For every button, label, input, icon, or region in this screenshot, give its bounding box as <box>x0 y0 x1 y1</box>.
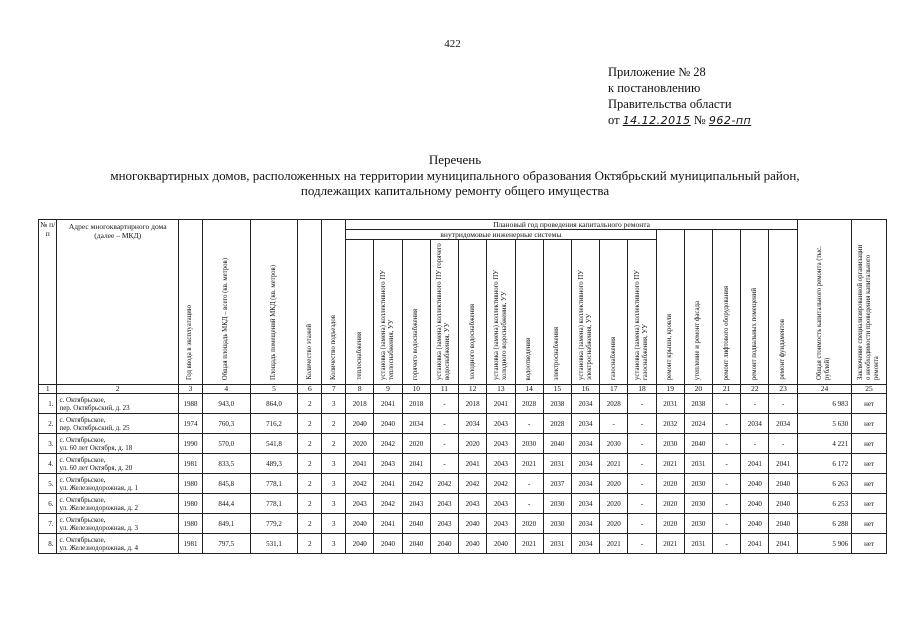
table-cell: 797,5 <box>202 534 250 554</box>
table-cell: 2030 <box>656 434 684 454</box>
column-number: 19 <box>656 385 684 394</box>
table-cell: - <box>713 394 741 414</box>
table-cell: 2018 <box>346 394 374 414</box>
table-cell: 2020 <box>600 494 628 514</box>
header-gas-meter: установка (замена) коллективного ПУ газоснабжения, УУ <box>628 240 656 385</box>
table-cell: 2040 <box>402 534 430 554</box>
table-cell: 570,0 <box>202 434 250 454</box>
table-row <box>39 394 887 414</box>
table-row <box>39 474 887 494</box>
header-hot-water-meter: установка (замена) коллективного ПУ горячего водоснабжения, УУ <box>430 240 458 385</box>
address-street: ул. 60 лет Октября, д. 20 <box>59 463 133 472</box>
table-cell: нет <box>852 434 887 454</box>
table-cell: 2041 <box>374 474 402 494</box>
table-cell: 6 172 <box>797 454 851 474</box>
table-cell: 2042 <box>430 474 458 494</box>
address-locality: с. Октябрьское, <box>59 455 106 464</box>
column-number: 3 <box>179 385 203 394</box>
table-cell: - <box>713 514 741 534</box>
row-address <box>57 454 179 474</box>
table-cell: 2034 <box>571 474 599 494</box>
table-cell: - <box>515 474 543 494</box>
table-cell: нет <box>852 534 887 554</box>
table-cell: 2040 <box>346 534 374 554</box>
table-cell: 2040 <box>769 494 797 514</box>
header-facade: утепление и ремонт фасада <box>684 230 712 385</box>
table-cell: 2 <box>298 514 322 534</box>
table-cell: 779,2 <box>250 514 298 534</box>
header-total-cost: Общая стоимость капитального ремонта (тыс. рублей) <box>797 220 851 385</box>
table-row <box>39 434 887 454</box>
table-cell: - <box>600 414 628 434</box>
table-cell: 2043 <box>430 494 458 514</box>
table-cell: 1980 <box>179 514 203 534</box>
table-cell: 1981 <box>179 454 203 474</box>
address-street: ул. 60 лет Октября, д. 18 <box>59 443 133 452</box>
table-cell: - <box>713 534 741 554</box>
table-cell: - <box>515 494 543 514</box>
table-cell: 2031 <box>656 394 684 414</box>
table-cell: - <box>430 454 458 474</box>
column-number: 13 <box>487 385 515 394</box>
table-cell: 2034 <box>571 454 599 474</box>
column-number: 11 <box>430 385 458 394</box>
row-address <box>57 514 179 534</box>
table-cell: 849,1 <box>202 514 250 534</box>
header-conclusion: Заключение специализированной организации о необходимости проведения капитального ремонта <box>852 220 887 385</box>
table-cell: 2040 <box>346 414 374 434</box>
row-number: 3. <box>39 434 57 454</box>
table-cell: 2043 <box>430 514 458 534</box>
table-cell: 2041 <box>374 394 402 414</box>
table-cell: 1974 <box>179 414 203 434</box>
table-cell: 2018 <box>402 394 430 414</box>
header-basement: ремонт подвальных помещений <box>741 230 769 385</box>
title-line-2: многоквартирных домов, расположенных на территории муниципального образования Октябрьский муниципальный район, <box>110 168 800 183</box>
table-cell: 2043 <box>487 494 515 514</box>
table-cell: 2041 <box>402 454 430 474</box>
table-cell: 2020 <box>459 434 487 454</box>
handwritten-number: 962-пп <box>708 114 752 127</box>
header-gas: газоснабжения <box>600 240 628 385</box>
address-street: ул. Железнодорожная, д. 2 <box>59 503 139 512</box>
table-row <box>39 414 887 434</box>
column-number: 14 <box>515 385 543 394</box>
table-cell: 2041 <box>769 454 797 474</box>
table-cell: 6 983 <box>797 394 851 414</box>
table-cell: 531,1 <box>250 534 298 554</box>
address-locality: с. Октябрьское, <box>59 535 106 544</box>
column-number: 1 <box>39 385 57 394</box>
table-cell: 2041 <box>374 514 402 534</box>
table-cell: 845,8 <box>202 474 250 494</box>
appendix-block <box>608 64 751 129</box>
table-cell: 6 263 <box>797 474 851 494</box>
table-cell: 2028 <box>543 414 571 434</box>
table-cell: 2040 <box>459 514 487 534</box>
table-cell: 2040 <box>346 514 374 534</box>
header-premises-area: Площадь помещений МКД (кв. метров) <box>250 220 298 385</box>
table-cell: - <box>628 454 656 474</box>
table-cell: - <box>628 494 656 514</box>
column-number: 18 <box>628 385 656 394</box>
repair-plan-table <box>38 219 887 554</box>
header-heating-meter: установка (замена) коллективного ПУ теплоснабжения, УУ <box>374 240 402 385</box>
table-cell: 2 <box>298 474 322 494</box>
table-cell: 2021 <box>600 534 628 554</box>
table-cell: 2034 <box>571 434 599 454</box>
table-cell: 2031 <box>684 534 712 554</box>
address-street: ул. Железнодорожная, д. 1 <box>59 483 139 492</box>
table-cell: 2030 <box>543 514 571 534</box>
title-line-3: подлежащих капитальному ремонту общего имущества <box>300 183 610 198</box>
table-cell: 2040 <box>402 514 430 534</box>
table-cell: 2030 <box>684 474 712 494</box>
address-street: пер. Октябрьский, д. 23 <box>59 403 130 412</box>
table-cell: 2020 <box>346 434 374 454</box>
table-cell: 2040 <box>741 514 769 534</box>
table-cell: 2030 <box>515 434 543 454</box>
table-cell: 2041 <box>741 534 769 554</box>
table-cell: - <box>769 434 797 454</box>
table-cell: - <box>741 394 769 414</box>
address-locality: с. Октябрьское, <box>59 435 106 444</box>
table-cell: 2042 <box>487 474 515 494</box>
table-cell: 2042 <box>402 474 430 494</box>
table-cell: - <box>628 534 656 554</box>
header-heating: теплоснабжения <box>346 240 374 385</box>
table-cell: 2 <box>298 534 322 554</box>
table-cell: 2021 <box>515 454 543 474</box>
row-number: 4. <box>39 454 57 474</box>
column-number: 2 <box>57 385 179 394</box>
header-electricity-meter: установка (замена) коллективного ПУ электроснабжения, УУ <box>571 240 599 385</box>
title-heading: Перечень <box>428 152 482 167</box>
table-cell: 2021 <box>600 454 628 474</box>
column-number: 15 <box>543 385 571 394</box>
header-cold-water-meter: установка (замена) коллективного ПУ холодного водоснабжения, УУ <box>487 240 515 385</box>
table-cell: 1988 <box>179 394 203 414</box>
table-cell: 2041 <box>741 454 769 474</box>
header-elevator: ремонт лифтового оборудования <box>713 230 741 385</box>
table-cell: 6 288 <box>797 514 851 534</box>
table-cell: 2034 <box>741 414 769 434</box>
column-number: 21 <box>713 385 741 394</box>
row-address <box>57 494 179 514</box>
header-address: Адрес многоквартирного дома (далее – МКД) <box>57 220 179 385</box>
table-row <box>39 494 887 514</box>
header-hot-water: горячего водоснабжения <box>402 240 430 385</box>
table-cell: - <box>741 434 769 454</box>
table-cell: 2 <box>322 414 346 434</box>
address-street: ул. Железнодорожная, д. 3 <box>59 523 139 532</box>
column-number: 7 <box>322 385 346 394</box>
table-cell: 2020 <box>402 434 430 454</box>
table-cell: нет <box>852 514 887 534</box>
table-cell: 2040 <box>374 534 402 554</box>
table-cell: - <box>769 394 797 414</box>
column-number: 8 <box>346 385 374 394</box>
row-address <box>57 474 179 494</box>
header-floors: Количество этажей <box>298 220 322 385</box>
table-cell: - <box>713 474 741 494</box>
table-cell: 2020 <box>600 514 628 534</box>
table-cell: - <box>628 414 656 434</box>
table-cell: нет <box>852 454 887 474</box>
table-cell: 2043 <box>487 514 515 534</box>
handwritten-date: 14.12.2015 <box>622 114 691 127</box>
document-title <box>40 152 870 198</box>
table-cell: нет <box>852 494 887 514</box>
table-cell: 2043 <box>487 454 515 474</box>
table-cell: 3 <box>322 514 346 534</box>
table-cell: 2042 <box>374 434 402 454</box>
table-cell: - <box>713 454 741 474</box>
table-cell: 2020 <box>656 514 684 534</box>
table-cell: 2021 <box>656 454 684 474</box>
column-number: 6 <box>298 385 322 394</box>
table-cell: 3 <box>322 494 346 514</box>
table-cell: 2030 <box>600 434 628 454</box>
table-cell: - <box>713 434 741 454</box>
column-number-row <box>39 385 887 394</box>
table-cell: 3 <box>322 474 346 494</box>
column-number: 16 <box>571 385 599 394</box>
table-cell: - <box>628 514 656 534</box>
table-cell: 2034 <box>402 414 430 434</box>
table-cell: 2043 <box>487 414 515 434</box>
table-cell: 2042 <box>374 494 402 514</box>
table-cell: нет <box>852 414 887 434</box>
table-cell: 2043 <box>487 434 515 454</box>
table-cell: 2034 <box>571 414 599 434</box>
table-cell: 2040 <box>769 514 797 534</box>
table-cell: 2041 <box>487 394 515 414</box>
address-locality: с. Октябрьское, <box>59 515 106 524</box>
table-cell: - <box>628 434 656 454</box>
table-cell: 5 906 <box>797 534 851 554</box>
address-street: ул. Железнодорожная, д. 4 <box>59 543 139 552</box>
table-cell: 2040 <box>741 494 769 514</box>
table-cell: 760,3 <box>202 414 250 434</box>
table-cell: 2031 <box>543 454 571 474</box>
table-cell: - <box>628 394 656 414</box>
table-cell: - <box>713 494 741 514</box>
header-cold-water: холодного водоснабжения <box>459 240 487 385</box>
table-cell: 2042 <box>459 474 487 494</box>
table-cell: 2030 <box>684 494 712 514</box>
address-locality: с. Октябрьское, <box>59 415 106 424</box>
table-cell: 2021 <box>656 534 684 554</box>
table-cell: 2041 <box>346 454 374 474</box>
table-cell: 2034 <box>571 514 599 534</box>
table-cell: 864,0 <box>250 394 298 414</box>
table-cell: 2038 <box>543 394 571 414</box>
column-number: 25 <box>852 385 887 394</box>
table-cell: 2 <box>298 454 322 474</box>
table-cell: 2020 <box>515 514 543 534</box>
row-address <box>57 394 179 414</box>
table-cell: 2034 <box>571 494 599 514</box>
row-address <box>57 414 179 434</box>
column-number: 22 <box>741 385 769 394</box>
header-num: № п/п <box>39 220 57 385</box>
table-cell: 2 <box>298 434 322 454</box>
table-cell: 4 221 <box>797 434 851 454</box>
table-cell: - <box>430 434 458 454</box>
row-number: 8. <box>39 534 57 554</box>
address-locality: с. Октябрьское, <box>59 495 106 504</box>
header-year-built: Год ввода в эксплуатацию <box>179 220 203 385</box>
table-cell: 2034 <box>459 414 487 434</box>
header-roof: ремонт крыши, кровли <box>656 230 684 385</box>
date-prefix: от <box>608 113 620 127</box>
table-cell: 1990 <box>179 434 203 454</box>
header-engineering-systems: внутридомовые инженерные системы <box>346 230 656 240</box>
table-cell: 2034 <box>571 394 599 414</box>
table-cell: 2021 <box>515 534 543 554</box>
address-street: пер. Октябрьский, д. 25 <box>59 423 130 432</box>
table-cell: 943,0 <box>202 394 250 414</box>
table-cell: 2020 <box>600 474 628 494</box>
appendix-line-resolution: к постановлению <box>608 81 701 95</box>
table-cell: нет <box>852 474 887 494</box>
table-cell: 1980 <box>179 494 203 514</box>
address-locality: с. Октябрьское, <box>59 395 106 404</box>
table-cell: 2041 <box>459 454 487 474</box>
table-cell: 3 <box>322 394 346 414</box>
table-cell: 2020 <box>656 474 684 494</box>
table-cell: 844,4 <box>202 494 250 514</box>
address-locality: с. Октябрьское, <box>59 475 106 484</box>
table-cell: - <box>430 394 458 414</box>
table-cell: 778,1 <box>250 494 298 514</box>
table-cell: 2020 <box>656 494 684 514</box>
table-cell: 2040 <box>459 534 487 554</box>
column-number: 23 <box>769 385 797 394</box>
column-number: 4 <box>202 385 250 394</box>
row-address <box>57 534 179 554</box>
table-cell: 2043 <box>402 494 430 514</box>
table-cell: 716,2 <box>250 414 298 434</box>
table-cell: 2043 <box>346 494 374 514</box>
page-number: 422 <box>444 38 461 50</box>
table-cell: 2031 <box>684 454 712 474</box>
table-cell: 2018 <box>459 394 487 414</box>
column-number: 12 <box>459 385 487 394</box>
row-number: 6. <box>39 494 57 514</box>
table-cell: 2 <box>322 434 346 454</box>
column-number: 5 <box>250 385 298 394</box>
column-number: 10 <box>402 385 430 394</box>
table-cell: 2040 <box>741 474 769 494</box>
table-row <box>39 514 887 534</box>
header-sewerage: водоотведения <box>515 240 543 385</box>
table-cell: 541,8 <box>250 434 298 454</box>
table-cell: 2040 <box>374 414 402 434</box>
table-cell: 2042 <box>346 474 374 494</box>
table-cell: 2034 <box>571 534 599 554</box>
table-cell: 2034 <box>769 414 797 434</box>
appendix-title: Приложение № 28 <box>608 65 706 79</box>
table-cell: 2028 <box>515 394 543 414</box>
table-cell: - <box>628 474 656 494</box>
row-number: 5. <box>39 474 57 494</box>
column-number: 24 <box>797 385 851 394</box>
number-prefix: № <box>693 113 706 127</box>
column-number: 9 <box>374 385 402 394</box>
column-number: 17 <box>600 385 628 394</box>
table-cell: 2 <box>298 414 322 434</box>
table-cell: 2040 <box>543 434 571 454</box>
table-cell: 2031 <box>543 534 571 554</box>
column-number: 20 <box>684 385 712 394</box>
table-cell: 2024 <box>684 414 712 434</box>
table-cell: 2043 <box>374 454 402 474</box>
table-cell: 2037 <box>543 474 571 494</box>
table-cell: 6 253 <box>797 494 851 514</box>
table-cell: 2040 <box>684 434 712 454</box>
table-cell: 833,5 <box>202 454 250 474</box>
row-number: 7. <box>39 514 57 534</box>
table-cell: 2032 <box>656 414 684 434</box>
table-cell: 2 <box>298 394 322 414</box>
row-number: 1. <box>39 394 57 414</box>
table-cell: 1981 <box>179 534 203 554</box>
table-cell: нет <box>852 394 887 414</box>
table-cell: 3 <box>322 534 346 554</box>
table-cell: - <box>713 414 741 434</box>
table-cell: 2030 <box>684 514 712 534</box>
table-cell: 2028 <box>600 394 628 414</box>
table-cell: 1980 <box>179 474 203 494</box>
table-row <box>39 454 887 474</box>
table-row <box>39 534 887 554</box>
table-cell: 2 <box>298 494 322 514</box>
table-cell: 2040 <box>487 534 515 554</box>
table-cell: 2038 <box>684 394 712 414</box>
header-entrances: Количество подъездов <box>322 220 346 385</box>
header-total-area: Общая площадь МКД – всего (кв. метров) <box>202 220 250 385</box>
header-planned-year: Плановый год проведения капитального ремонта <box>346 220 798 230</box>
row-address <box>57 434 179 454</box>
table-cell: 778,1 <box>250 474 298 494</box>
table-cell: 2043 <box>459 494 487 514</box>
table-cell: - <box>430 414 458 434</box>
table-cell: 2030 <box>543 494 571 514</box>
row-number: 2. <box>39 414 57 434</box>
table-cell: 2040 <box>430 534 458 554</box>
appendix-line-government: Правительства области <box>608 97 732 111</box>
table-cell: 2040 <box>769 474 797 494</box>
table-cell: - <box>515 414 543 434</box>
table-cell: 3 <box>322 454 346 474</box>
appendix-date-line <box>608 112 751 129</box>
header-electricity: электроснабжения <box>543 240 571 385</box>
header-foundation: ремонт фундаментов <box>769 230 797 385</box>
table-cell: 489,3 <box>250 454 298 474</box>
table-cell: 5 630 <box>797 414 851 434</box>
table-cell: 2041 <box>769 534 797 554</box>
